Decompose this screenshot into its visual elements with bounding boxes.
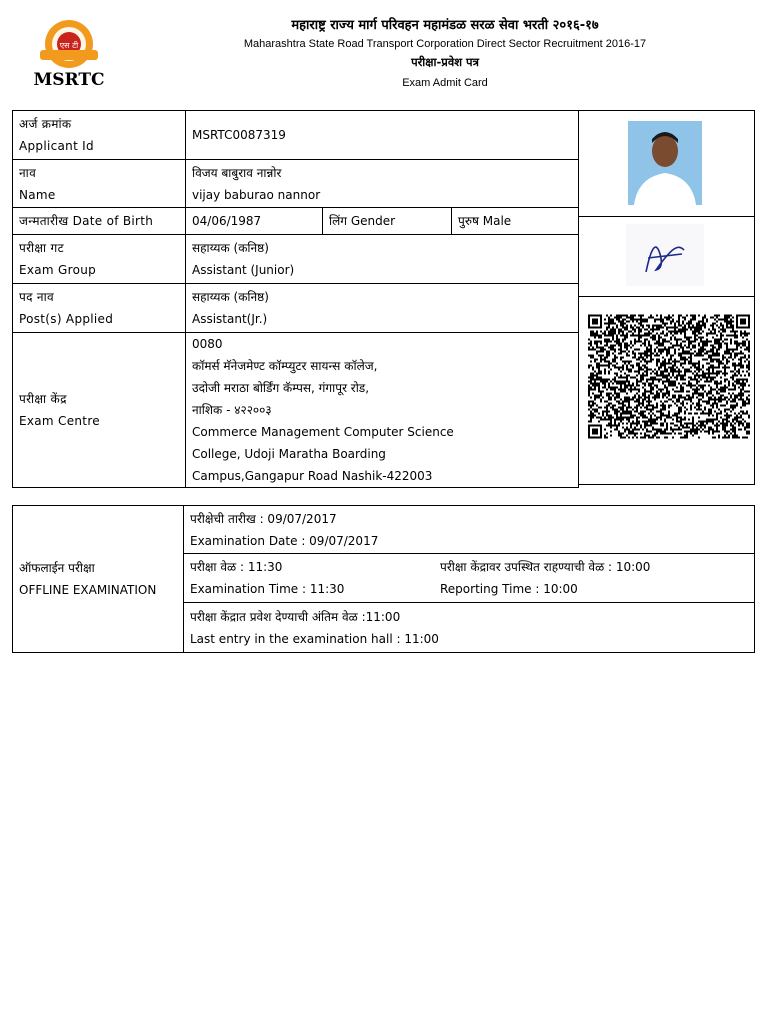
exam-date: परीक्षेची तारीख : 09/07/2017 Examination Date : 09/07/2017 (184, 506, 755, 554)
applicant-id-label: अर्ज क्रमांक Applicant Id (13, 111, 186, 160)
exam-details-table (12, 505, 755, 653)
applicant-id-value: MSRTC0087319 (186, 111, 579, 160)
subtitle-english: Exam Admit Card (402, 77, 488, 89)
name-value: विजय बाबुराव नान्नोर vijay baburao nannor (186, 160, 579, 208)
exam-group-value: सहाय्यक (कनिष्ठ) Assistant (Junior) (186, 235, 579, 284)
reporting-time-mr: परीक्षा केंद्रावर उपस्थित राहण्याची वेळ : 10:00 (440, 560, 651, 574)
gender-value: पुरुष Male (452, 208, 579, 235)
exam-centre-value: 0080 कॉमर्स मॅनेजमेण्ट कॉम्प्युटर सायन्स कॉलेज, उदोजी मराठा बोर्डिंग कॅम्पस, गंगापूर रोड, नाशिक - ४२२००३ Commerce Management Computer Science College, Udoji Maratha Boarding Campus,Gangapur Road Nashik-422003 (186, 333, 579, 488)
dob-label: जन्मतारीख Date of Birth (13, 208, 186, 235)
post-label: पद नाव Post(s) Applied (13, 284, 186, 333)
exam-time-row (184, 554, 755, 603)
subtitle-marathi: परीक्षा-प्रवेश पत्र (411, 55, 479, 69)
logo-text: MSRTC (33, 70, 105, 90)
offline-exam-label: ऑफलाईन परीक्षा OFFLINE EXAMINATION (13, 506, 184, 653)
title-marathi: महाराष्ट्र राज्य मार्ग परिवहन महामंडळ सरळ सेवा भरती २०१६-१७ (291, 18, 599, 33)
qr-code (588, 314, 750, 439)
photo-signature-panel (578, 110, 755, 485)
exam-time-mr: परीक्षा वेळ : 11:30 (190, 560, 283, 574)
post-value: सहाय्यक (कनिष्ठ) Assistant(Jr.) (186, 284, 579, 333)
exam-time-en: Examination Time : 11:30 (190, 582, 345, 596)
last-entry: परीक्षा केंद्रात प्रवेश देण्याची अंतिम वेळ :11:00 Last entry in the examination hall : 11:00 (184, 603, 755, 653)
exam-centre-label: परीक्षा केंद्र Exam Centre (13, 333, 186, 488)
title-english: Maharashtra State Road Transport Corporation Direct Sector Recruitment 2016-17 (243, 38, 647, 50)
applicant-photo (628, 121, 702, 205)
qr-cell (578, 296, 754, 486)
photo-cell (578, 111, 754, 217)
reporting-time-en: Reporting Time : 10:00 (440, 582, 578, 596)
dob-value: 04/06/1987 (186, 208, 323, 235)
applicant-details-table (12, 110, 579, 488)
exam-group-label: परीक्षा गट Exam Group (13, 235, 186, 284)
gender-label: लिंग Gender (323, 208, 452, 235)
signature-cell (578, 216, 754, 297)
applicant-signature (626, 224, 704, 286)
name-label: नाव Name (13, 160, 186, 208)
svg-text:एस टी: एस टी (59, 41, 79, 50)
